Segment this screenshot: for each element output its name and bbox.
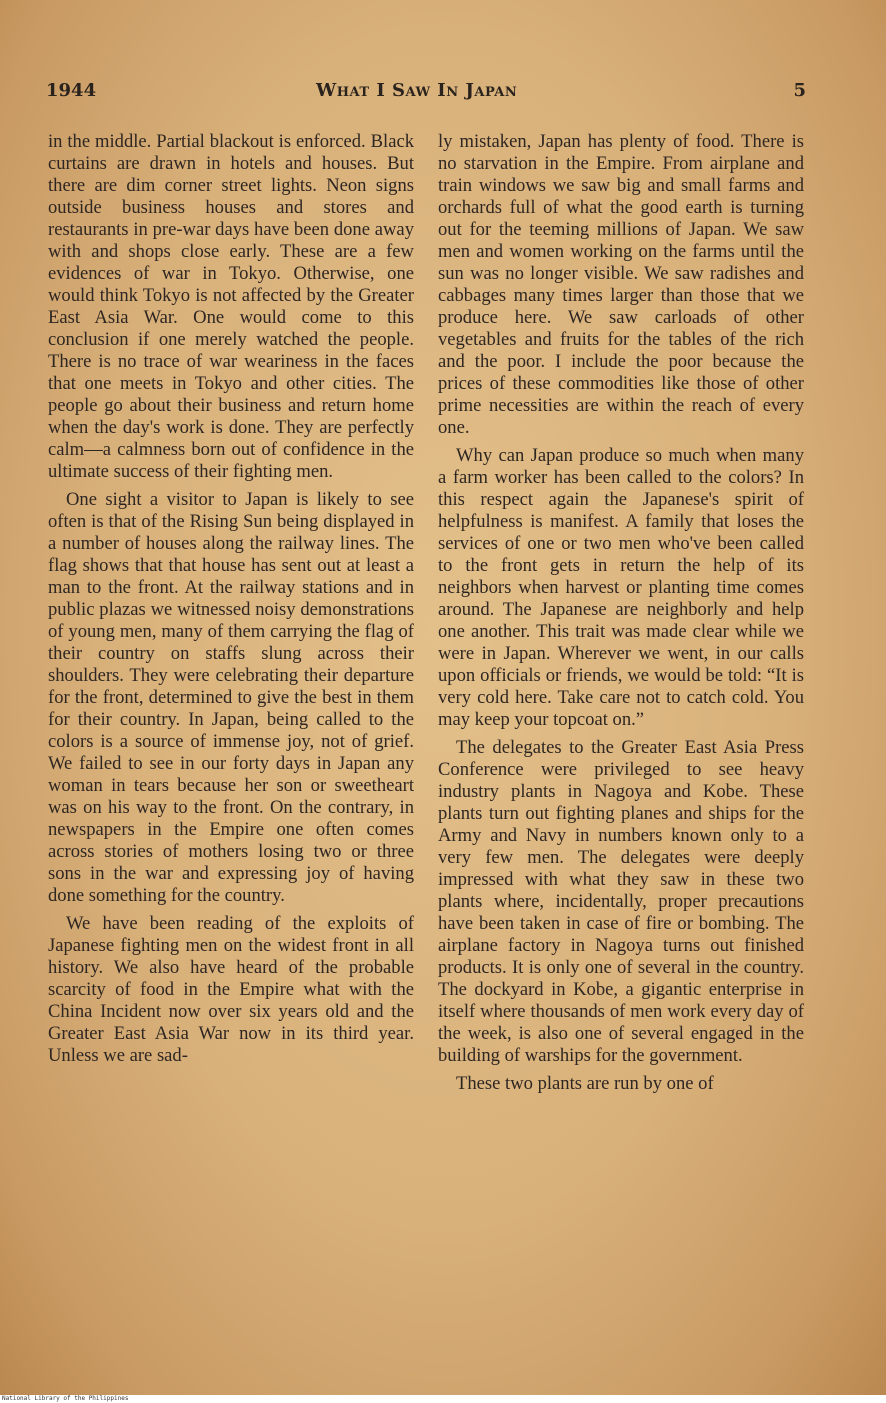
library-credit: National Library of the Philippines: [2, 1395, 129, 1402]
paragraph: in the middle. Partial blackout is enforced. Black curtains are drawn in hotels and houses. But there are dim corner street lights. Neon signs outside business houses and stores and restaurants in pre-war days have been done away with and shops close early. These are a few evidences of war in Tokyo. Otherwise, one would think Tokyo is not affected by the Greater East Asia War. One would come to this conclusion if one merely watched the people. There is no trace of war weariness in the faces that one meets in Tokyo and other cities. The people go about their business and return home when the day's work is done. They are perfectly calm—a calmness born out of confidence in the ultimate success of their fighting men.: [48, 131, 414, 482]
paragraph: The delegates to the Greater East Asia Press Conference were privileged to see heavy industry plants in Nagoya and Kobe. These plants turn out fighting planes and ships for the Army and Navy in numbers known only to a very few men. The delegates were deeply impressed with what they saw in these two plants where, incidentally, proper precautions have been taken in case of fire or bombing. The airplane factory in Nagoya turns out finished products. It is only one of several in the country. The dockyard in Kobe, a gigantic enterprise in itself where thousands of men work every day of the week, is also one of several engaged in the building of warships for the government.: [438, 737, 804, 1066]
running-header: [46, 80, 806, 110]
paragraph: One sight a visitor to Japan is likely to see often is that of the Rising Sun being displayed in a number of houses along the railway lines. The flag shows that that house has sent out at least a man to the front. At the railway stations and in public plazas we witnessed noisy demonstrations of young men, many of them carrying the flag of their country on staffs slung across their shoulders. They were celebrating their departure for the front, determined to give the best in them for their country. In Japan, being called to the colors is a source of immense joy, not of grief. We failed to see in our forty days in Japan any woman in tears because her son or sweetheart was on his way to the front. On the contrary, in newspapers in the Empire one often comes across stories of mothers losing two or three sons in the war and expressing joy of having done something for the country.: [48, 489, 414, 906]
right-column: [438, 131, 804, 1095]
header-title: What I Saw In Japan: [316, 80, 518, 101]
page-number: 5: [793, 80, 806, 101]
paragraph: We have been reading of the exploits of Japanese fighting men on the widest front in all history. We also have heard of the probable scarcity of food in the Empire what with the China Incident now over six years old and the Greater East Asia War now in its third year. Unless we are sad-: [48, 913, 414, 1066]
paragraph: ly mistaken, Japan has plenty of food. There is no starvation in the Empire. From airplane and train windows we saw big and small farms and orchards full of what the good earth is turning out for the teeming millions of Japan. We saw men and women working on the farms until the sun was no longer visible. We saw radishes and cabbages many times larger than those that we produce here. We saw carloads of other vegetables and fruits for the tables of the rich and the poor. I include the poor because the prices of these commodities like those of other prime necessities are within the reach of every one.: [438, 131, 804, 438]
paragraph: Why can Japan produce so much when many a farm worker has been called to the colors? In this respect again the Japanese's spirit of helpfulness is manifest. A family that loses the services of one or two men who've been called to the front gets in return the help of its neighbors when harvest or planting time comes around. The Japanese are neighborly and help one another. This trait was made clear while we were in Japan. Wherever we went, in our calls upon officials or friends, we would be told: “It is very cold here. Take care not to catch cold. You may keep your topcoat on.”: [438, 445, 804, 730]
paragraph: These two plants are run by one of: [456, 1073, 714, 1094]
left-column: [48, 131, 414, 1067]
header-year: 1944: [46, 80, 97, 101]
library-credit-bar: [0, 1395, 886, 1403]
